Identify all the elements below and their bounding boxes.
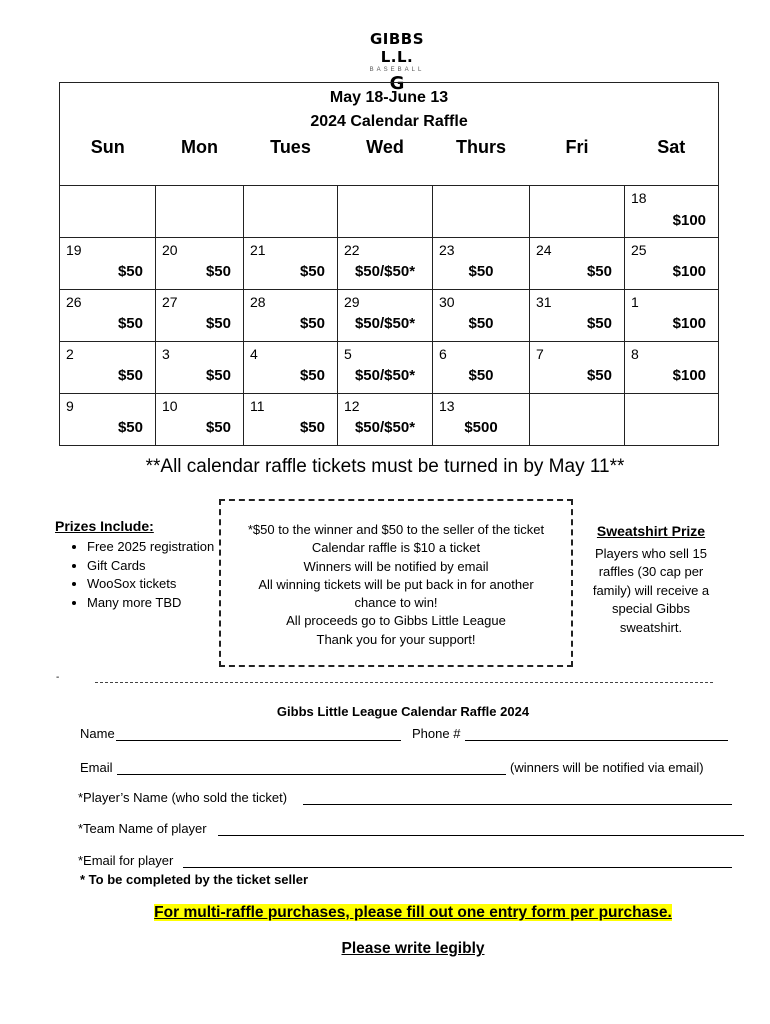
day-of-week-header: Wed (338, 135, 433, 186)
prize-amount: $50 (299, 263, 325, 280)
calendar-day-cell (530, 290, 625, 342)
prize-item: • Free 2025 registration (87, 538, 215, 557)
team-name-field[interactable] (218, 835, 744, 836)
calendar-day-cell (433, 238, 530, 290)
write-legibly-note: Please write legibly (341, 940, 485, 957)
calendar-day-cell (433, 394, 530, 446)
calendar-day-cell (433, 342, 530, 394)
calendar-week-row (60, 290, 719, 342)
day-number: 19 (66, 242, 82, 258)
player-email-label: *Email for player (78, 853, 174, 868)
logo-name: GIBBS L.L. (369, 30, 425, 66)
prize-amount: $50 (586, 263, 612, 280)
prize-amount: $50 (468, 367, 494, 384)
phone-label: Phone # (412, 726, 461, 741)
calendar-day-cell (530, 342, 625, 394)
calendar-week-row (60, 238, 719, 290)
logo-sub: BASEBALL (369, 67, 425, 73)
day-of-week-header: Tues (244, 135, 338, 186)
day-number: 20 (162, 242, 178, 258)
info-line: All winning tickets will be put back in for another (258, 576, 534, 592)
day-of-week-header: Sun (60, 135, 156, 186)
day-number: 23 (439, 242, 455, 258)
prize-amount: $50 (586, 367, 612, 384)
cut-line (95, 682, 713, 683)
day-number: 28 (250, 294, 266, 310)
prize-amount: $50/$50* (354, 315, 416, 332)
calendar-day-cell (625, 394, 719, 446)
team-name-label: *Team Name of player (78, 821, 207, 836)
prize-amount: $100 (672, 367, 707, 384)
info-line: chance to win! (354, 595, 438, 611)
calendar-day-cell (338, 290, 433, 342)
calendar-day-cell (156, 186, 244, 238)
calendar-day-cell (244, 394, 338, 446)
day-number: 18 (631, 190, 647, 206)
info-line: All proceeds go to Gibbs Little League (286, 613, 506, 629)
email-note: (winners will be notified via email) (510, 760, 704, 775)
day-number: 4 (250, 346, 258, 362)
calendar-day-cell (338, 186, 433, 238)
calendar-day-cell (60, 290, 156, 342)
calendar-day-cell (625, 290, 719, 342)
calendar-day-cell (338, 238, 433, 290)
prize-amount: $50 (117, 315, 143, 332)
prize-amount: $100 (672, 315, 707, 332)
day-of-week-header: Thurs (433, 135, 530, 186)
day-number: 27 (162, 294, 178, 310)
small-mark: - (56, 672, 60, 683)
day-number: 7 (536, 346, 544, 362)
prize-item: • Gift Cards (87, 557, 215, 576)
email-label: Email (80, 760, 113, 775)
prize-amount: $50/$50* (354, 263, 416, 280)
day-number: 1 (631, 294, 639, 310)
prize-amount: $50 (468, 315, 494, 332)
day-number: 31 (536, 294, 552, 310)
info-line: Winners will be notified by email (303, 558, 489, 574)
prize-amount: $500 (464, 419, 498, 436)
day-number: 3 (162, 346, 170, 362)
day-number: 13 (439, 398, 455, 414)
day-number: 11 (250, 398, 265, 414)
prize-amount: $50/$50* (354, 367, 416, 384)
calendar-day-cell (530, 186, 625, 238)
info-line: *$50 to the winner and $50 to the seller of the ticket (247, 522, 545, 537)
calendar-day-cell (156, 238, 244, 290)
gibbs-logo (352, 30, 442, 94)
calendar-week-row (60, 342, 719, 394)
calendar-day-cell (433, 290, 530, 342)
day-of-week-header: Fri (530, 135, 625, 186)
days-of-week-row (60, 135, 719, 186)
info-line: Calendar raffle is $10 a ticket (311, 540, 481, 556)
prize-amount: $50 (586, 315, 612, 332)
player-name-label: *Player’s Name (who sold the ticket) (78, 790, 288, 805)
logo-g-icon: G (389, 73, 405, 94)
day-number: 30 (439, 294, 455, 310)
day-number: 12 (344, 398, 360, 414)
prize-amount: $50 (299, 419, 325, 436)
prize-amount: $50 (117, 419, 143, 436)
sweatshirt-title: Sweatshirt Prize (596, 523, 706, 539)
multi-raffle-highlight: For multi-raffle purchases, please fill out one entry form per purchase. (154, 904, 672, 921)
calendar-week-row (60, 186, 719, 238)
day-number: 6 (439, 346, 447, 362)
calendar-day-cell (244, 290, 338, 342)
calendar-day-cell (625, 342, 719, 394)
calendar-date-range: May 18-June 13 (329, 89, 449, 106)
phone-field[interactable] (465, 740, 728, 741)
day-number: 24 (536, 242, 552, 258)
calendar-day-cell (156, 394, 244, 446)
sweatshirt-line: raffles (30 cap per (598, 564, 704, 579)
info-line: Thank you for your support! (316, 631, 476, 647)
sweatshirt-line: Players who sell 15 (595, 545, 707, 561)
prize-amount: $50 (117, 263, 143, 280)
email-field[interactable] (117, 774, 506, 775)
name-label: Name (80, 726, 115, 741)
prizes-title: Prizes Include: (55, 518, 154, 534)
calendar-day-cell (60, 342, 156, 394)
prize-amount: $50/$50* (354, 419, 416, 436)
calendar-day-cell (338, 342, 433, 394)
prize-amount: $50 (299, 315, 325, 332)
calendar-raffle-title: 2024 Calendar Raffle (310, 113, 468, 130)
player-email-field[interactable] (183, 867, 732, 868)
day-number: 8 (631, 346, 639, 362)
day-number: 22 (344, 242, 360, 258)
prize-item: • WooSox tickets (87, 575, 215, 594)
calendar-day-cell (156, 290, 244, 342)
day-number: 25 (631, 242, 647, 258)
sweatshirt-prize (583, 522, 719, 637)
calendar-title (60, 83, 719, 136)
prize-amount: $50 (117, 367, 143, 384)
player-name-field[interactable] (303, 804, 732, 805)
calendar-table (59, 82, 719, 446)
calendar-day-cell (338, 394, 433, 446)
prize-amount: $50 (205, 367, 231, 384)
calendar-day-cell (244, 238, 338, 290)
prize-amount: $50 (205, 315, 231, 332)
prize-amount: $50 (468, 263, 494, 280)
prize-amount: $50 (299, 367, 325, 384)
multi-raffle-note (0, 904, 770, 922)
deadline-notice: **All calendar raffle tickets must be turned in by May 11** (145, 456, 625, 477)
calendar-day-cell (530, 238, 625, 290)
prize-amount: $100 (672, 263, 707, 280)
day-number: 26 (66, 294, 82, 310)
calendar-day-cell (433, 186, 530, 238)
prize-item: • Many more TBD (87, 594, 215, 613)
calendar-day-cell (60, 186, 156, 238)
prize-amount: $100 (672, 212, 707, 229)
calendar-week-row (60, 394, 719, 446)
calendar-day-cell (60, 238, 156, 290)
day-number: 2 (66, 346, 74, 362)
sweatshirt-line: family) will receive a (592, 582, 710, 598)
day-number: 5 (344, 346, 352, 362)
sweatshirt-line: sweatshirt. (619, 619, 683, 635)
prizes-list (55, 538, 215, 612)
calendar-day-cell (625, 186, 719, 238)
day-of-week-header: Mon (156, 135, 244, 186)
prizes-section (55, 518, 215, 612)
calendar-day-cell (625, 238, 719, 290)
calendar-day-cell (60, 394, 156, 446)
prize-amount: $50 (205, 263, 231, 280)
sweatshirt-line: special Gibbs (611, 601, 691, 616)
calendar-day-cell (156, 342, 244, 394)
day-number: 21 (250, 242, 266, 258)
seller-note: * To be completed by the ticket seller (80, 872, 309, 887)
name-field[interactable] (116, 740, 401, 741)
day-number: 10 (162, 398, 178, 414)
prize-amount: $50 (205, 419, 231, 436)
day-number: 9 (66, 398, 74, 414)
day-of-week-header: Sat (625, 135, 719, 186)
calendar-day-cell (530, 394, 625, 446)
calendar-day-cell (244, 342, 338, 394)
calendar-day-cell (244, 186, 338, 238)
form-title: Gibbs Little League Calendar Raffle 2024 (276, 704, 530, 719)
day-number: 29 (344, 294, 360, 310)
raffle-info-box (219, 499, 573, 667)
